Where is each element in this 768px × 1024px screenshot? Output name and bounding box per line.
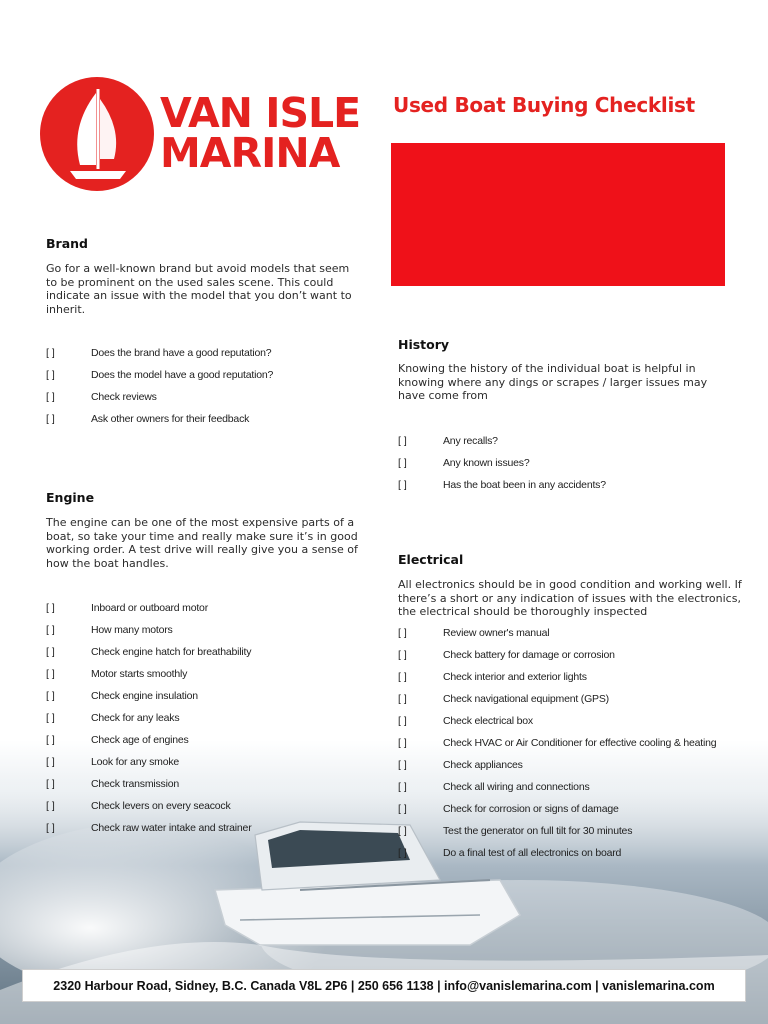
checkbox-marker[interactable]: [ ]: [46, 413, 55, 425]
checklist-item-label: Does the brand have a good reputation?: [91, 347, 272, 359]
electrical-paragraph: All electronics should be in good condition and working well. If there’s a short or any indication of issues with the electronics, the electrical should be thoroughly inspected: [398, 578, 742, 618]
checklist-item-label: Check navigational equipment (GPS): [443, 693, 609, 705]
checkbox-marker[interactable]: [ ]: [46, 822, 55, 834]
electrical-heading: Electrical: [398, 552, 464, 567]
contact-footer: [22, 969, 746, 1002]
checkbox-marker[interactable]: [ ]: [46, 734, 55, 746]
checklist-item-label: Ask other owners for their feedback: [91, 413, 250, 425]
checklist-item-label: Check for corrosion or signs of damage: [443, 803, 619, 815]
checklist-item-label: Check HVAC or Air Conditioner for effective cooling & heating: [443, 737, 717, 749]
checkbox-marker[interactable]: [ ]: [398, 847, 407, 859]
checkbox-marker[interactable]: [ ]: [398, 671, 407, 683]
checklist-item-label: Check engine insulation: [91, 690, 198, 702]
checklist-item-label: Check engine hatch for breathability: [91, 646, 252, 658]
checkbox-marker[interactable]: [ ]: [398, 693, 407, 705]
checklist-item-label: Motor starts smoothly: [91, 668, 188, 680]
checkbox-marker[interactable]: [ ]: [46, 602, 55, 614]
checklist-item-label: Check for any leaks: [91, 712, 180, 724]
checkbox-marker[interactable]: [ ]: [46, 624, 55, 636]
checkbox-marker[interactable]: [ ]: [398, 435, 407, 447]
checklist-item-label: Check battery for damage or corrosion: [443, 649, 615, 661]
checklist-item-label: Review owner's manual: [443, 627, 550, 639]
brand-heading: Brand: [46, 236, 88, 251]
checkbox-marker[interactable]: [ ]: [46, 712, 55, 724]
checklist-item-label: Look for any smoke: [91, 756, 180, 768]
checklist-item-label: How many motors: [91, 624, 173, 636]
checkbox-marker[interactable]: [ ]: [398, 803, 407, 815]
checkbox-marker[interactable]: [ ]: [46, 756, 55, 768]
checkbox-marker[interactable]: [ ]: [398, 457, 407, 469]
checkbox-marker[interactable]: [ ]: [46, 778, 55, 790]
brand-paragraph: Go for a well-known brand but avoid models that seem to be prominent on the used sales scene. This could indicate an issue with the model that you don’t want to inherit.: [46, 262, 352, 316]
checkbox-marker[interactable]: [ ]: [46, 646, 55, 658]
checklist-item-label: Does the model have a good reputation?: [91, 369, 274, 381]
logo-line-2: MARINA: [160, 129, 340, 177]
checklist-item-label: Inboard or outboard motor: [91, 602, 208, 614]
checklist-item-label: Check age of engines: [91, 734, 189, 746]
history-heading: History: [398, 337, 450, 352]
checkbox-marker[interactable]: [ ]: [398, 479, 407, 491]
history-paragraph: Knowing the history of the individual boat is helpful in knowing where any dings or scrapes / larger issues may have come from: [398, 362, 708, 402]
checkbox-marker[interactable]: [ ]: [46, 690, 55, 702]
checkbox-marker[interactable]: [ ]: [46, 347, 55, 359]
checkbox-marker[interactable]: [ ]: [46, 369, 55, 381]
checklist-item-label: Check appliances: [443, 759, 523, 771]
checklist-item-label: Check electrical box: [443, 715, 533, 727]
checkbox-marker[interactable]: [ ]: [46, 668, 55, 680]
logo-line-1: VAN ISLE: [160, 89, 361, 137]
checkbox-marker[interactable]: [ ]: [398, 737, 407, 749]
engine-paragraph: The engine can be one of the most expensive parts of a boat, so take your time and really make sure it’s in good working order. A test drive will really give you a sense of how the boat handles.: [46, 516, 358, 570]
checkbox-marker[interactable]: [ ]: [46, 391, 55, 403]
checkbox-marker[interactable]: [ ]: [398, 627, 407, 639]
checklist-item-label: Check levers on every seacock: [91, 800, 231, 812]
checkbox-marker[interactable]: [ ]: [398, 781, 407, 793]
checkbox-marker[interactable]: [ ]: [398, 825, 407, 837]
footer-contact-text: 2320 Harbour Road, Sidney, B.C. Canada V8L 2P6 | 250 656 1138 | info@vanislemarina.com | vanislemarina.com: [53, 978, 715, 993]
checklist-item-label: Test the generator on full tilt for 30 minutes: [443, 825, 633, 837]
checklist-item-label: Check interior and exterior lights: [443, 671, 587, 683]
checkbox-marker[interactable]: [ ]: [398, 759, 407, 771]
engine-heading: Engine: [46, 490, 95, 505]
checkbox-marker[interactable]: [ ]: [46, 800, 55, 812]
checklist-item-label: Do a final test of all electronics on board: [443, 847, 622, 859]
red-banner-block: [391, 143, 725, 286]
sailboat-icon: [40, 77, 154, 191]
document-title: Used Boat Buying Checklist: [393, 93, 695, 117]
logo-wordmark: [160, 89, 361, 177]
checklist-item-label: Check transmission: [91, 778, 180, 790]
checklist-item-label: Check raw water intake and strainer: [91, 822, 252, 834]
checklist-item-label: Has the boat been in any accidents?: [443, 479, 606, 491]
checklist-item-label: Check all wiring and connections: [443, 781, 590, 793]
checklist-item-label: Any known issues?: [443, 457, 530, 469]
marina-logo: [40, 77, 154, 191]
checklist-item-label: Any recalls?: [443, 435, 498, 447]
checkbox-marker[interactable]: [ ]: [398, 649, 407, 661]
checkbox-marker[interactable]: [ ]: [398, 715, 407, 727]
checklist-item-label: Check reviews: [91, 391, 157, 403]
